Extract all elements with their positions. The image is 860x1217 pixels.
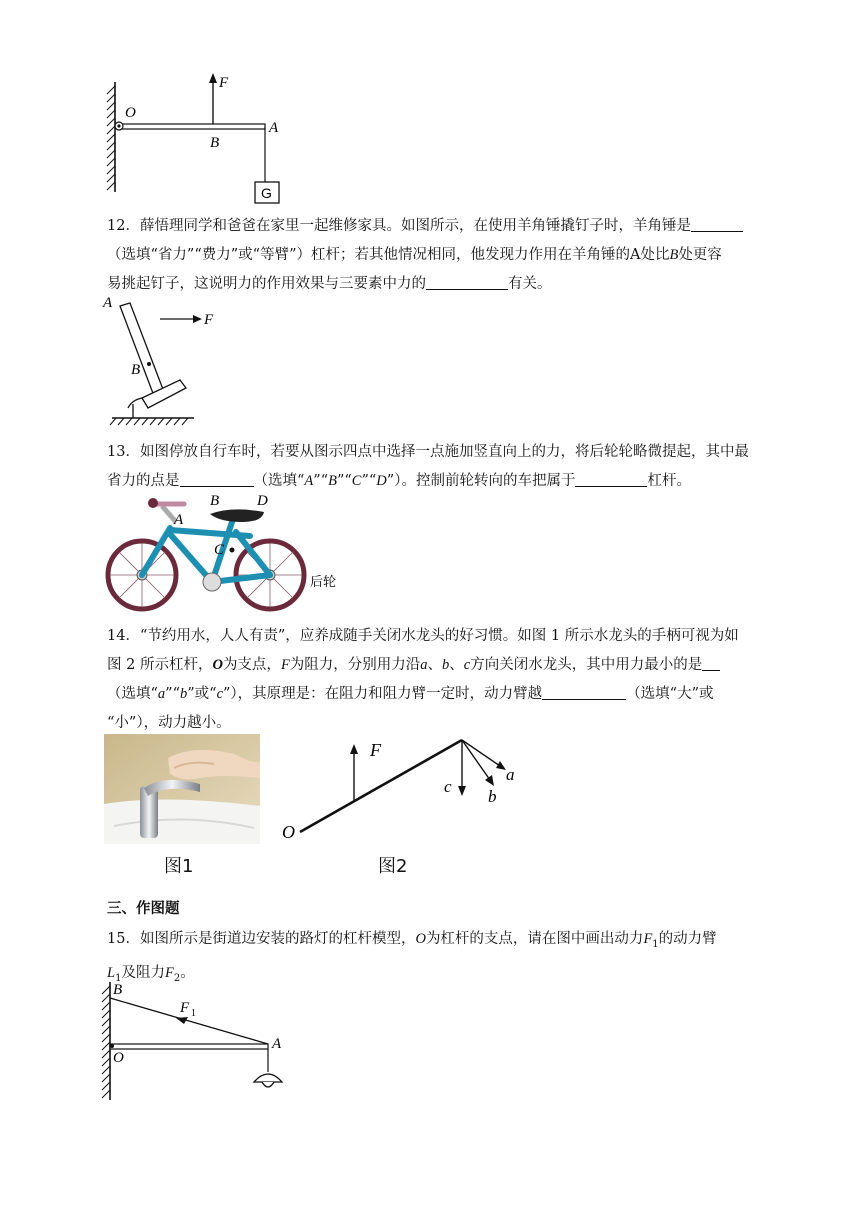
diagram-label-F: F <box>370 740 381 760</box>
claw-hammer-figure <box>98 292 248 432</box>
fig2-caption: 图2 <box>378 856 408 877</box>
q14-sep1: 、 <box>427 657 443 673</box>
q14-opt-b: b <box>180 686 188 702</box>
q14-a: a <box>420 657 428 673</box>
q14-line4: “小”），动力越小。 <box>107 715 231 731</box>
label-F: F <box>219 75 229 91</box>
lever-figure-q11 <box>95 70 295 205</box>
q13-option-B: B <box>328 473 337 489</box>
faucet-photo <box>104 734 260 844</box>
q15-F2: F <box>164 964 174 981</box>
lamp-label-F-sub: 1 <box>191 1008 196 1019</box>
diagram-label-O: O <box>282 822 295 842</box>
hammer-label-A: A <box>103 295 113 311</box>
q15-line1-c: 的动力臂 <box>658 931 717 947</box>
q14-line2-start: 图 2 所示杠杆， <box>107 657 213 673</box>
q14-blank-1[interactable] <box>702 654 720 671</box>
q14-b: b <box>442 657 450 673</box>
q13-line2-mid: ”）。控制前轮转向的车把属于 <box>386 473 576 489</box>
q13-blank-1[interactable] <box>180 470 254 487</box>
q14-line3-c: ”），其原理是：在阻力和阻力臂一定时，动力臂越 <box>223 686 543 702</box>
q13-sep1: ”“ <box>313 473 329 489</box>
lamp-label-F: F <box>180 1000 190 1016</box>
q15-L1-sub: 1 <box>115 972 122 984</box>
q13-sep3: ”“ <box>361 473 377 489</box>
q14-blank-2[interactable] <box>542 683 626 700</box>
label-B: B <box>210 135 220 151</box>
q15-F1: F <box>643 931 653 947</box>
question-12 <box>107 212 767 299</box>
q13-line2-start: 省力的点是 <box>107 473 180 489</box>
bicycle-figure <box>102 492 352 618</box>
q14-line1: 14．“节约用水，人人有责”，应养成随手关闭水龙头的好习惯。如图 1 所示水龙头的手柄可视为如 <box>107 628 739 644</box>
lamp-label-O: O <box>113 1050 124 1066</box>
q15-F1-sub: 1 <box>652 938 659 950</box>
question-13 <box>107 438 767 496</box>
q15-line1-start: 15．如图所示是街道边安装的路灯的杠杆模型， <box>107 931 416 947</box>
q13-line1: 13．如图停放自行车时，若要从图示四点中选择一点施加竖直向上的力，将后轮轮略微提起，其中最 <box>107 444 749 460</box>
label-A: A <box>269 120 279 136</box>
q14-line3-d: （选填“大”或 <box>626 686 714 702</box>
faucet-lever-diagram <box>278 732 528 844</box>
hammer-label-B: B <box>131 362 141 378</box>
q12-point-B: B <box>669 247 679 263</box>
q15-O: O <box>415 931 426 947</box>
question-14 <box>107 622 767 738</box>
q13-option-C: C <box>351 473 362 489</box>
q13-option-A: A <box>304 473 314 489</box>
lamp-label-A: A <box>272 1036 282 1052</box>
q14-opt-c: c <box>216 686 224 702</box>
label-O: O <box>125 105 136 121</box>
label-G: G <box>261 185 272 201</box>
fig1-caption: 图1 <box>164 856 194 877</box>
bike-label-rear-wheel: 后轮 <box>310 575 337 590</box>
q15-line1-b: 为杠杆的支点，请在图中画出动力 <box>425 931 644 947</box>
street-lamp-lever-figure <box>96 978 296 1103</box>
q14-line2-d: 方向关闭水龙头，其中用力最小的是 <box>470 657 703 673</box>
q15-line2-end: 。 <box>180 964 195 981</box>
diagram-label-a: a <box>506 765 515 784</box>
q12-line2-end: 处更容 <box>678 247 722 263</box>
q14-line2-c: 为阻力，分别用力沿 <box>289 657 421 673</box>
bike-label-A: A <box>174 512 184 528</box>
q14-c: c <box>463 657 471 673</box>
diagram-label-b: b <box>488 787 497 806</box>
q14-q2: ”或“ <box>187 686 217 702</box>
q13-open: （选填“ <box>253 473 305 489</box>
q13-blank-2[interactable] <box>575 470 647 487</box>
q14-q1: ”“ <box>165 686 180 702</box>
q12-blank-2[interactable] <box>426 273 508 290</box>
q14-line2-b: 为支点， <box>222 657 281 673</box>
bike-label-D: D <box>257 493 268 509</box>
q12-line2: （选填“省力”“费力”或“等臂”）杠杆；若其他情况相同，他发现力作用在羊角锤的A处比 <box>107 247 670 263</box>
q14-opt-a: a <box>157 686 166 702</box>
diagram-label-c: c <box>444 777 452 796</box>
q12-line1: 12．薛悟理同学和爸爸在家里一起维修家具。如图所示，在使用羊角锤撬钉子时，羊角锤是 <box>107 218 691 234</box>
q14-O: O <box>212 657 223 673</box>
bike-label-C: C <box>214 542 225 558</box>
bike-label-B: B <box>210 493 220 509</box>
q13-line2-end: 杠杆。 <box>647 473 691 489</box>
q12-line3: 易挑起钉子，这说明力的作用效果与三要素中力的 <box>107 276 426 292</box>
q13-sep2: ”“ <box>336 473 352 489</box>
q15-L1: L <box>107 964 116 981</box>
hammer-label-F: F <box>204 312 214 328</box>
q15-line2-a: 及阻力 <box>121 964 165 981</box>
lamp-label-B: B <box>113 982 123 998</box>
q12-line3-end: 有关。 <box>508 276 552 292</box>
q12-blank-1[interactable] <box>691 215 743 232</box>
q14-sep2: 、 <box>449 657 464 673</box>
q14-F: F <box>280 657 290 673</box>
section-title: 三、作图题 <box>107 901 180 917</box>
q14-line3-start: （选填“ <box>107 686 158 702</box>
q13-option-D: D <box>376 473 387 489</box>
q15-F2-sub: 2 <box>173 972 181 984</box>
